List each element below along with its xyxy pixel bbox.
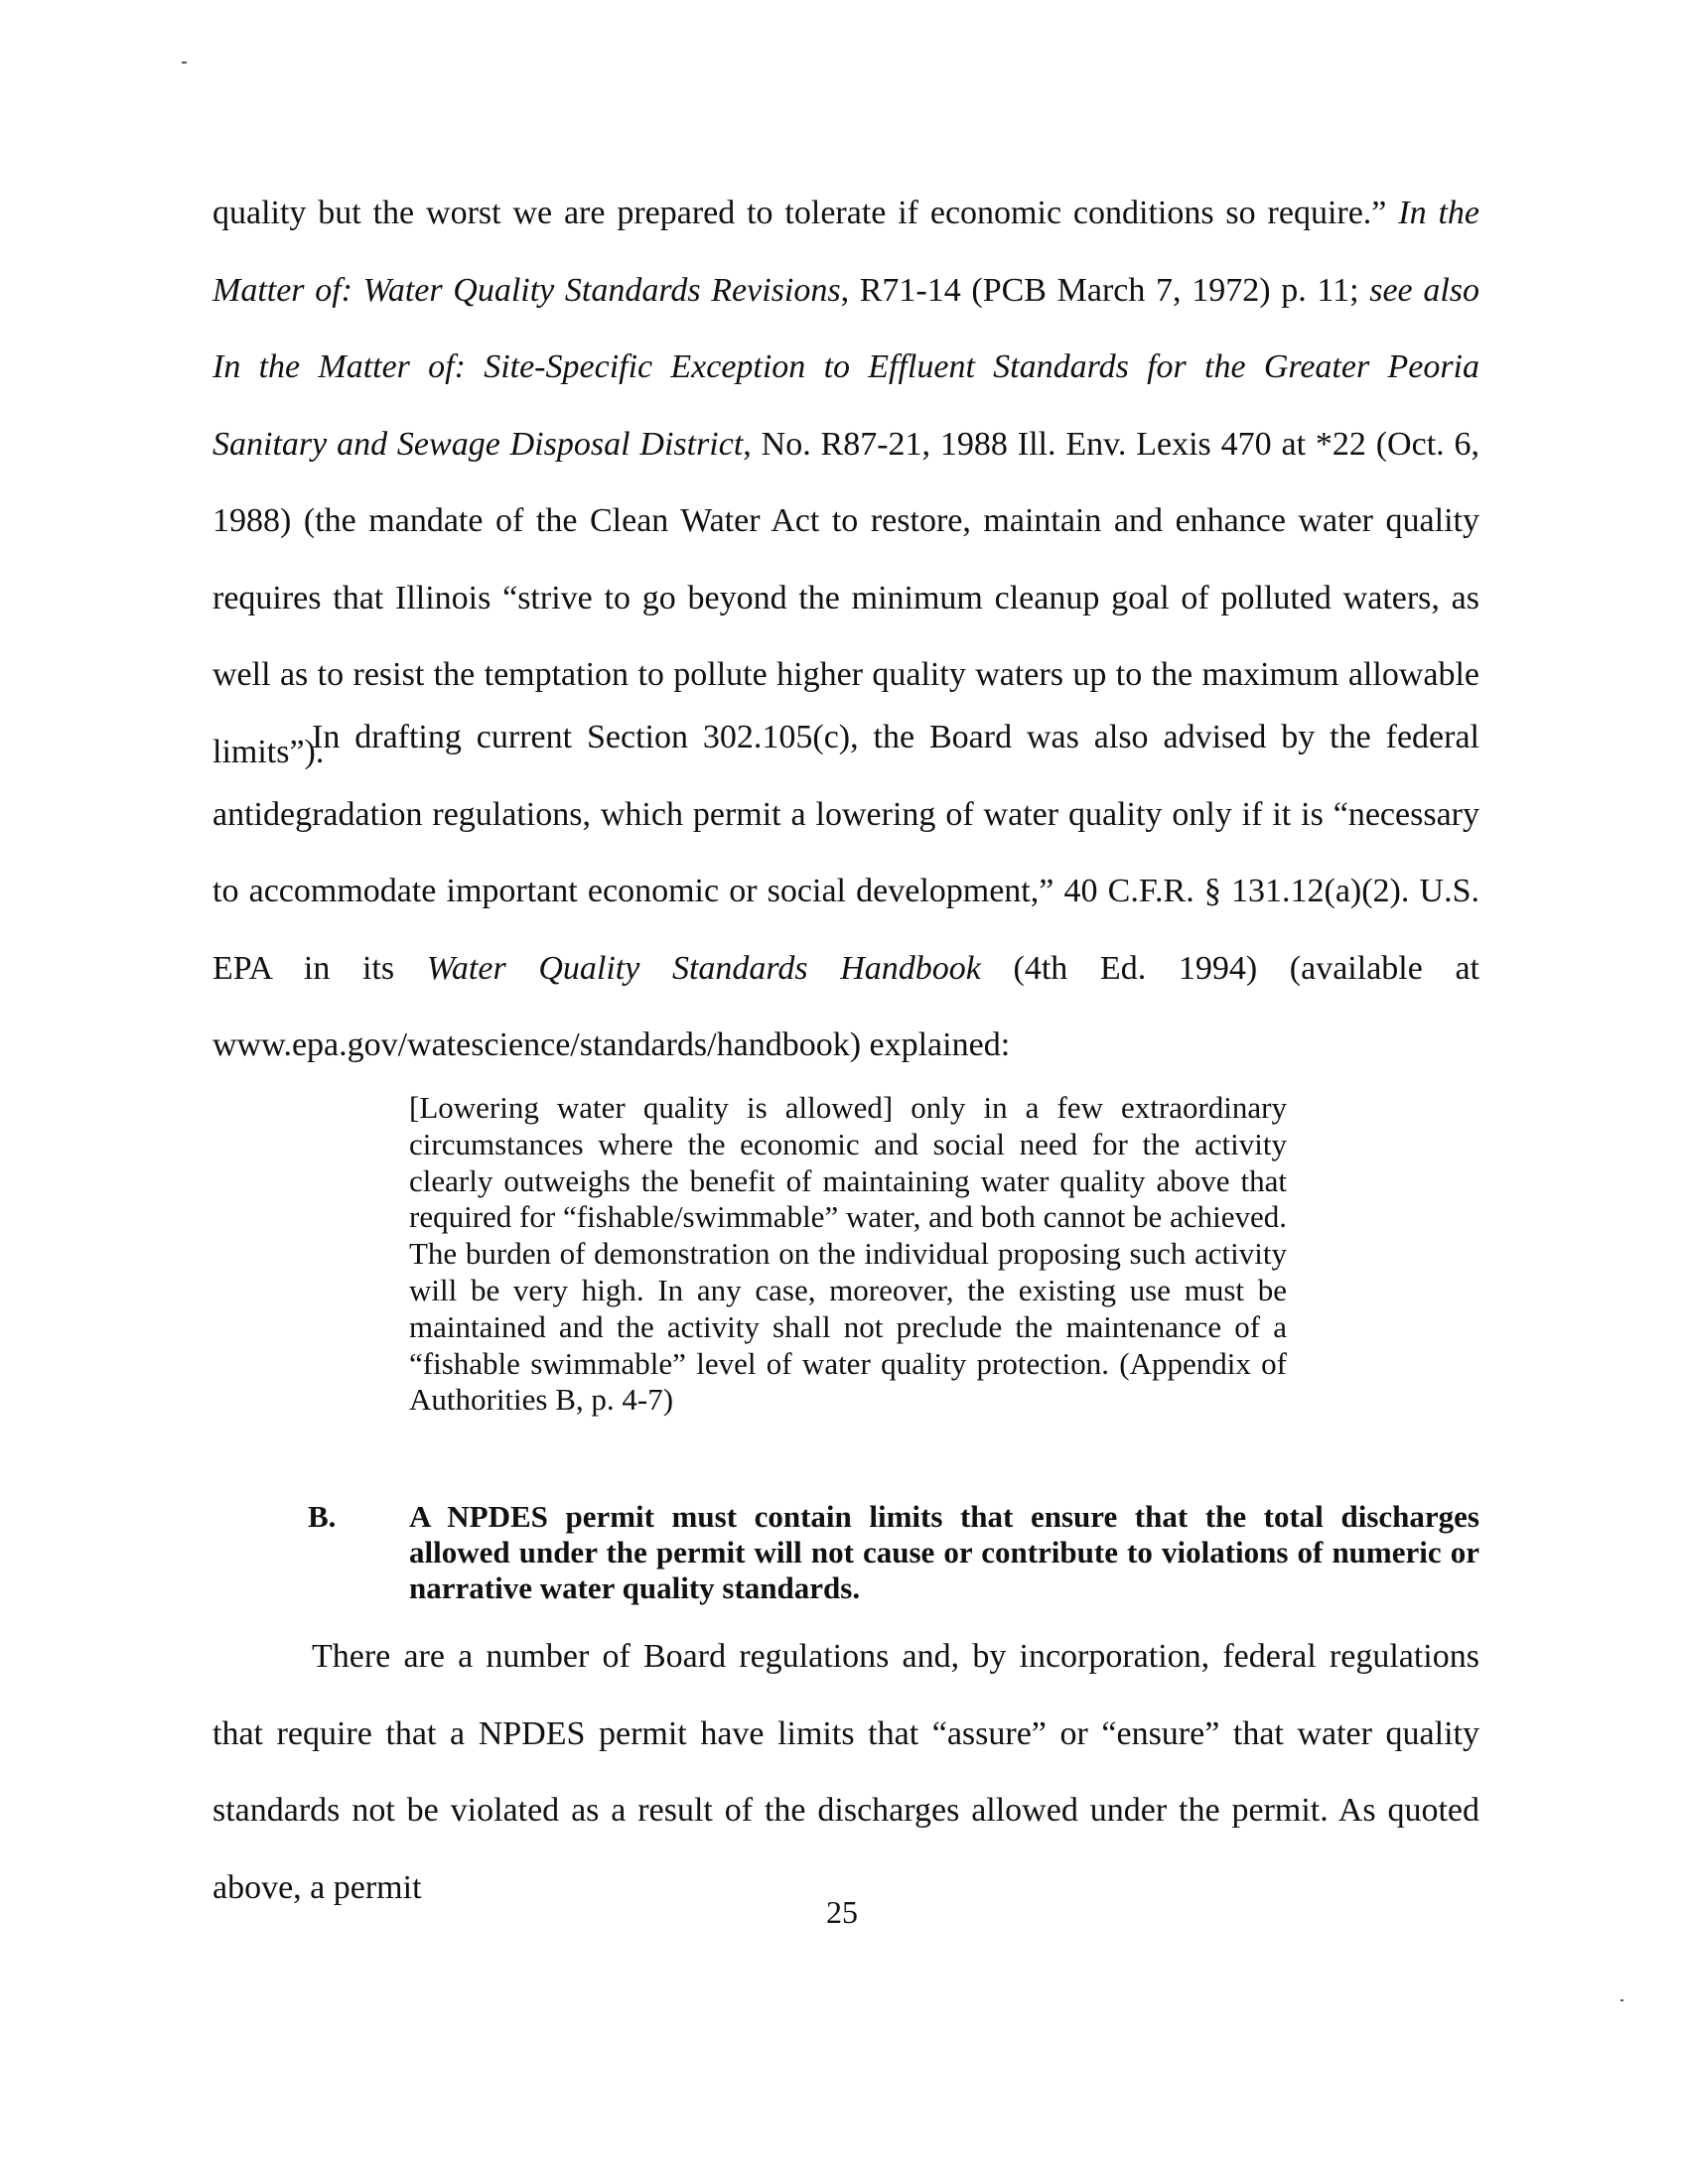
paragraph-3: There are a number of Board regulations and, by incorporation, federal regulations that require that a NPDES permit have limits that “assure” or “ensure” that water quality standards not be violated as a result of the discharges allowed under the permit. As quoted above, a permit: [212, 1638, 1479, 1906]
section-heading-text: A NPDES permit must contain limits that ensure that the total discharges allowed under the permit will not cause or contribute to violations of numeric or narrative water quality standards.: [409, 1499, 1479, 1605]
section-heading-letter: B.: [308, 1499, 337, 1534]
paragraph-1-citation-1: In the Matter of: Water Quality Standards Revisions: [212, 195, 1479, 309]
page-number: 25: [826, 1894, 858, 1930]
paragraph-1-text-1: quality but the worst we are prepared to tolerate if economic conditions so require.”: [212, 195, 1399, 231]
paragraph-2-text-2: (4th Ed. 1994) (available at www.epa.gov/watescience/standards/handbook) explained:: [212, 949, 1480, 1063]
paragraph-1-text-3: , No. R87-21, 1988 Ill. Env. Lexis 470 at *22 (Oct. 6, 1988) (the mandate of the Clean Water Act to restore, maintain and enhance water quality requires that Illinois “strive to go beyond the minimum cleanup goal of polluted waters, as well as to resist the temptation to pollute higher quality waters up to the maximum allowable limits”).: [212, 425, 1479, 770]
paragraph-2-citation-1: Water Quality Standards Handbook: [426, 949, 981, 987]
paragraph-1-text-2: , R71-14 (PCB March 7, 1972) p. 11;: [840, 271, 1370, 309]
section-heading: [308, 1499, 1479, 1606]
paragraph-1-citation-2: see also In the Matter of: Site-Specific Exception to Effluent Standards for the Greater Peoria Sanitary and Sewage Disposal District: [212, 271, 1479, 463]
paragraph-2-text-1: In drafting current Section 302.105(c), the Board was also advised by the federal antidegradation regulations, which permit a lowering of water quality only if it is “necessary to accommodate important economic or social development,” 40 C.F.R. § 131.12(a)(2). U.S. EPA in its: [212, 719, 1479, 987]
paragraph-2: [212, 699, 1479, 1084]
paragraph-1: [212, 175, 1479, 790]
block-quote: [Lowering water quality is allowed] only in a few extraordinary circumstances where the economic and social need for the activity clearly outweighs the benefit of maintaining water quality above that required for “fishable/swimmable” water, and both cannot be achieved. The burden of demonstration on the individual proposing such activity will be very high. In any case, moreover, the existing use must be maintained and the activity shall not preclude the maintenance of a “fishable swimmable” level of water quality protection. (Appendix of Authorities B, p. 4-7): [409, 1090, 1287, 1418]
scan-speck: [1620, 1999, 1623, 2001]
scan-speck: [182, 62, 187, 64]
